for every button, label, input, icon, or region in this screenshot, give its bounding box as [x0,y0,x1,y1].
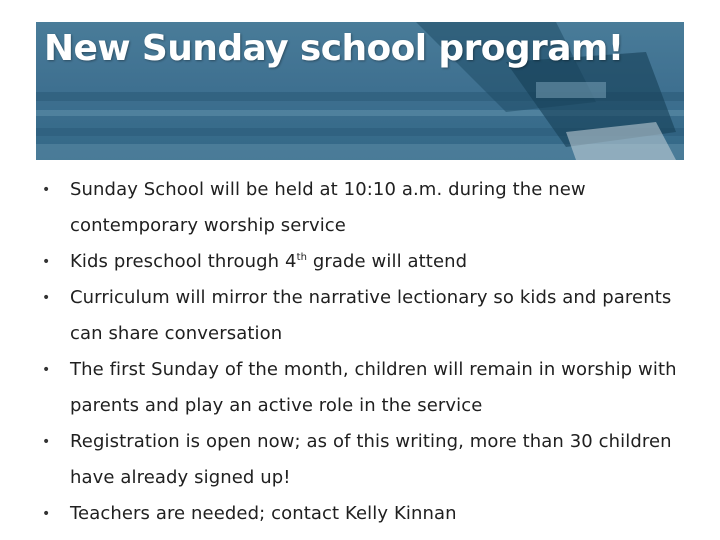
bullet-marker: • [42,434,51,450]
bullet-marker: • [42,290,51,306]
bullet-text: The first Sunday of the month, children will remain in worship with parents and play an active role in the service [70,359,677,416]
bullet-item [0,424,720,496]
bullet-text: Teachers are needed; contact Kelly Kinnan [70,503,457,524]
bullet-marker: • [42,362,51,378]
bullet-marker: • [42,506,51,522]
bullet-list [0,172,720,532]
bullet-marker: • [42,254,51,270]
title-banner [36,22,684,160]
slide-title: New Sunday school program! [44,28,624,69]
bullet-item [0,280,720,352]
bullet-marker: • [42,182,51,198]
bullet-item [0,352,720,424]
bullet-item [0,496,720,532]
bullet-text: Curriculum will mirror the narrative lectionary so kids and parents can share conversation [70,287,672,344]
bullet-text-end: grade will attend [307,251,468,272]
bullet-text: Registration is open now; as of this writing, more than 30 children have already signed up! [70,431,672,488]
ordinal-suffix: th [296,252,308,263]
bullet-item [0,244,720,280]
bullet-text: Sunday School will be held at 10:10 a.m. during the new contemporary worship service [70,179,586,236]
bullet-item [0,172,720,244]
bullet-text-start: Kids preschool through 4 [70,251,297,272]
